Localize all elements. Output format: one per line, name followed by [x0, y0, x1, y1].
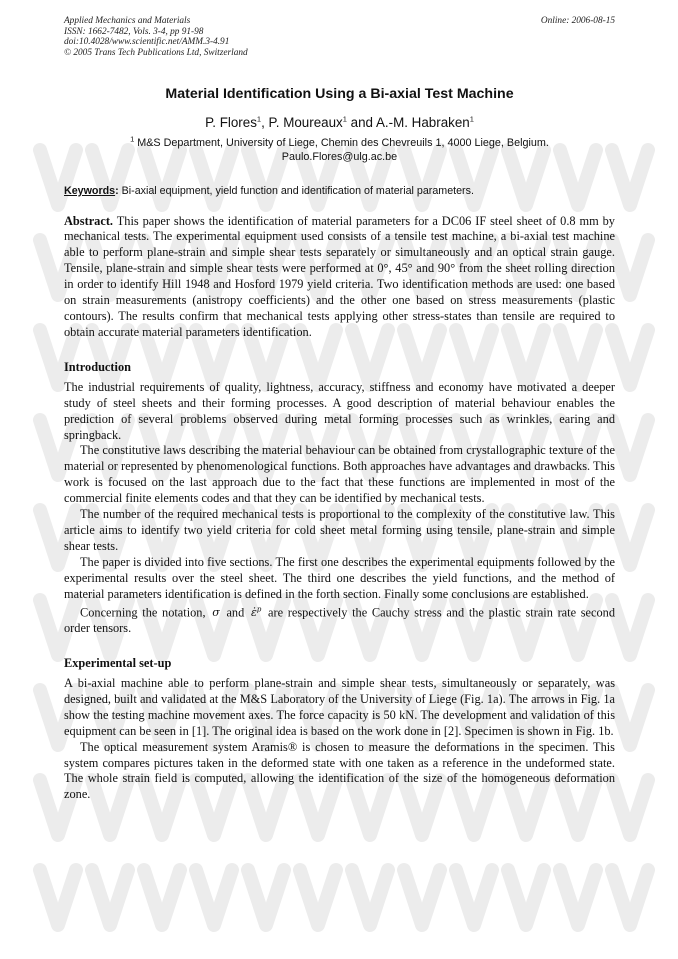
author-affil-marker: 1 — [342, 114, 347, 124]
keywords-line — [64, 185, 615, 198]
author-name: P. Flores — [205, 115, 257, 131]
setup-paragraph: A bi-axial machine able to perform plane-strain and simple shear tests, simultaneously or separately, was designed, built and validated at the M&S Laboratory of the University of Liege (Fig. 1a). The arrows in Fig. 1a show the testing machine movement axes. The force capacity is 50 kN. The development and validation of this equipment can be seen in [1]. The original idea is based on the work done in [2]. Specimen is shown in Fig. 1b. — [64, 675, 615, 738]
author-email[interactable]: Paulo.Flores@ulg.ac.be — [281, 150, 398, 163]
keywords-label: Keywords — [64, 184, 116, 197]
plastic-strain-rate-symbol: ε̇$^p$ — [250, 605, 262, 620]
copyright-line: © 2005 Trans Tech Publications Ltd, Switzerland — [64, 47, 248, 58]
intro-paragraph: The industrial requirements of quality, lightness, accuracy, stiffness and economy have motivated a deeper study of steel sheets and their forming processes. A good description of material behaviour enables the prediction of several problems observed during metal forming processes such as wrinkles, earing and springback. — [64, 379, 615, 442]
author-separator: , — [261, 115, 269, 131]
keywords-text: Bi-axial equipment, yield function and identification of material parameters. — [121, 184, 474, 197]
author-separator: and — [346, 115, 376, 131]
watermark-stroke — [40, 870, 648, 925]
abstract — [64, 214, 615, 341]
paper-page — [64, 16, 615, 803]
abstract-label: Abstract. — [64, 213, 114, 228]
author-list — [64, 115, 615, 131]
setup-paragraph: The optical measurement system Aramis® is chosen to measure the deformations in the specimen. This system compares pictures taken in the deformed state with one taken as a reference in the undeformed state. The whole strain field is computed, allowing the identification of the size of the homogeneous deformation zone. — [64, 739, 615, 802]
section-heading-experimental-setup: Experimental set-up — [64, 655, 172, 670]
author-name: A.-M. Habraken — [375, 115, 470, 131]
issn-line: ISSN: 1662-7482, Vols. 3-4, pp 91-98 — [64, 26, 204, 37]
section-heading-introduction: Introduction — [64, 359, 131, 374]
abstract-text: This paper shows the identification of material parameters for a DC06 IF steel sheet of 0.8 mm by mechanical tests. The experimental equipment used consists of a tensile test machine, a bi-axial test machine able to perform plane-strain and simple shear tests separately or simultaneously and an optical strain gauge. Tensile, plane-strain and simple shear tests were performed at 0°, 45° and 90° from the sheet rolling direction in order to identify Hill 1948 and Hosford 1979 yield criteria. Two identification methods are used: one based on strain measurements (anistropy coefficients) and the other one based on stress measurements (plastic contours). The results confirm that mechanical tests applying other stress-states than tensile are required to obtain accurate material parameters identification. — [64, 213, 615, 339]
paper-title: Material Identification Using a Bi-axial Test Machine — [165, 86, 514, 103]
intro-paragraph: The paper is divided into five sections. The first one describes the experimental equipments followed by the experimental results over the steel sheet. The third one describes the yield functions, and the method of material parameters identification is defined in the forth section. Finally some conclusions are established. — [64, 554, 615, 601]
author-affil-marker: 1 — [256, 114, 262, 124]
author-affil-marker: 1 — [469, 114, 474, 124]
journal-header — [64, 16, 615, 58]
keywords-colon: : — [115, 184, 119, 197]
author-name: P. Moureaux — [268, 115, 343, 131]
intro-paragraph: The constitutive laws describing the material behaviour can be obtained from crystallographic texture of the material or represented by phenomenological functions. Both approaches have advantages and drawbacks. This work is focused on the last approach due to the fact that these functions are implemented in most of the commercial finite elements codes and that they can be identified by mechanical tests. — [64, 443, 615, 506]
affiliation: M&S Department, University of Liege, Chemin des Chevreuils 1, 4000 Liege, Belgium. — [137, 137, 549, 150]
intro-paragraph-notation: Concerning the notation, σ and ε̇$^p$ are respectively the Cauchy stress and the plastic strain rate second order tensors. — [64, 605, 616, 636]
sigma-symbol: σ — [212, 606, 220, 620]
intro-paragraph: The number of the required mechanical tests is proportional to the complexity of the constitutive law. This article aims to identify two yield criteria for cold sheet metal forming using tensile, plane-strain and simple shear tests. — [64, 507, 615, 553]
online-date: Online: 2006-08-15 — [540, 16, 615, 26]
affiliation-marker: 1 — [130, 134, 135, 144]
journal-name: Applied Mechanics and Materials — [64, 16, 191, 26]
affiliation-block — [64, 134, 615, 164]
doi-line[interactable]: doi:10.4028/www.scientific.net/AMM.3-4.91 — [64, 37, 230, 48]
